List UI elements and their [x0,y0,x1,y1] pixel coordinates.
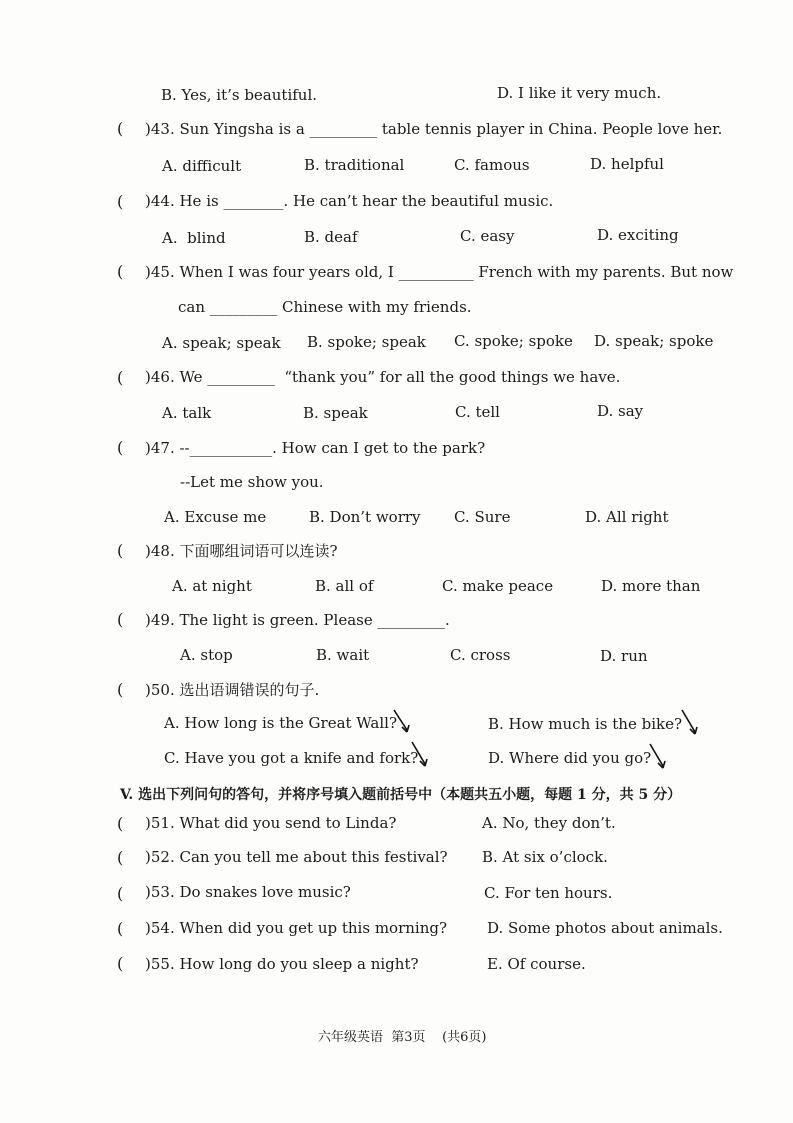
question-45-continued: can _________ Chinese with my friends. [178,298,472,316]
falling-intonation-arrow-icon [410,740,432,770]
question-43: )43. Sun Yingsha is a _________ table tennis player in China. People love her. [145,120,723,138]
option-c: C. famous [454,156,530,174]
option-a: A. difficult [162,157,242,175]
question-51: )51. What did you send to Linda? [145,814,397,832]
option-a: A. Excuse me [164,508,267,526]
option-a: A. talk [162,404,212,422]
answer-choice-c: C. For ten hours. [484,884,613,902]
answer-bracket: ( [117,848,124,867]
option-b: B. traditional [304,156,405,174]
option-b: B. How much is the bike? [488,715,682,733]
answer-bracket: ( [117,192,124,211]
answer-choice-a: A. No, they don’t. [482,814,616,832]
option-c: C. Sure [454,508,511,526]
option-b: B. Don’t worry [309,508,421,526]
answer-choice-d: D. Some photos about animals. [487,919,723,937]
answer-bracket: ( [117,610,124,629]
option-c: C. Have you got a knife and fork? [164,749,419,767]
question-46: )46. We _________ “thank you” for all the good things we have. [145,368,621,386]
option-c: C. make peace [442,577,554,595]
answer-bracket: ( [117,262,124,281]
question-54: )54. When did you get up this morning? [145,919,448,937]
question-52: )52. Can you tell me about this festival? [145,848,448,866]
option-d: D. run [600,647,648,665]
answer-choice-b: B. At six o’clock. [482,848,608,866]
option-a: A. speak; speak [162,334,281,352]
question-49: )49. The light is green. Please _________. [145,611,450,629]
section-heading: V. 选出下列问句的答句，并将序号填入题前括号中（本题共五小题，每题 1 分，共 5 分） [120,787,682,803]
answer-bracket: ( [117,680,124,699]
question-47-reply: --Let me show you. [180,473,324,491]
question-48: )48. 下面哪组词语可以连读? [145,542,338,560]
falling-intonation-arrow-icon [392,708,414,736]
answer-bracket: ( [117,119,124,138]
option-b: B. wait [316,646,370,664]
answer-bracket: ( [117,438,124,457]
option-d: D. I like it very much. [497,84,662,102]
falling-intonation-arrow-icon [648,742,670,772]
option-d: D. helpful [590,155,664,173]
option-b: B. deaf [304,228,358,246]
option-d: D. speak; spoke [594,332,714,350]
option-d: D. Where did you go? [488,749,652,767]
falling-intonation-arrow-icon [680,708,702,738]
option-c: C. tell [455,403,500,421]
answer-bracket: ( [117,814,124,833]
answer-bracket: ( [117,541,124,560]
question-55: )55. How long do you sleep a night? [145,955,419,973]
option-a: A. blind [162,229,226,247]
option-b: B. Yes, it’s beautiful. [161,86,318,104]
option-c: C. cross [450,646,511,664]
answer-bracket: ( [117,368,124,387]
option-b: B. all of [315,577,374,595]
page-footer: 六年级英语 第3页 (共6页) [318,1030,487,1045]
question-45: )45. When I was four years old, I __________ French with my parents. But now [145,263,734,281]
option-a: A. How long is the Great Wall? [164,714,398,732]
question-44: )44. He is ________. He can’t hear the beautiful music. [145,192,554,210]
option-c: C. easy [460,227,515,245]
answer-choice-e: E. Of course. [487,955,586,973]
question-53: )53. Do snakes love music? [145,883,351,901]
question-50: )50. 选出语调错误的句子. [145,681,320,699]
option-d: D. say [597,402,644,420]
question-47: )47. --___________. How can I get to the park? [145,439,486,457]
answer-bracket: ( [117,884,124,903]
option-a: A. stop [180,646,233,664]
answer-bracket: ( [117,954,124,973]
option-b: B. speak [303,404,368,422]
option-d: D. exciting [597,226,679,244]
option-d: D. more than [601,577,701,595]
option-a: A. at night [172,577,252,595]
option-c: C. spoke; spoke [454,332,573,350]
option-d: D. All right [585,508,669,526]
option-b: B. spoke; speak [307,333,426,351]
answer-bracket: ( [117,919,124,938]
